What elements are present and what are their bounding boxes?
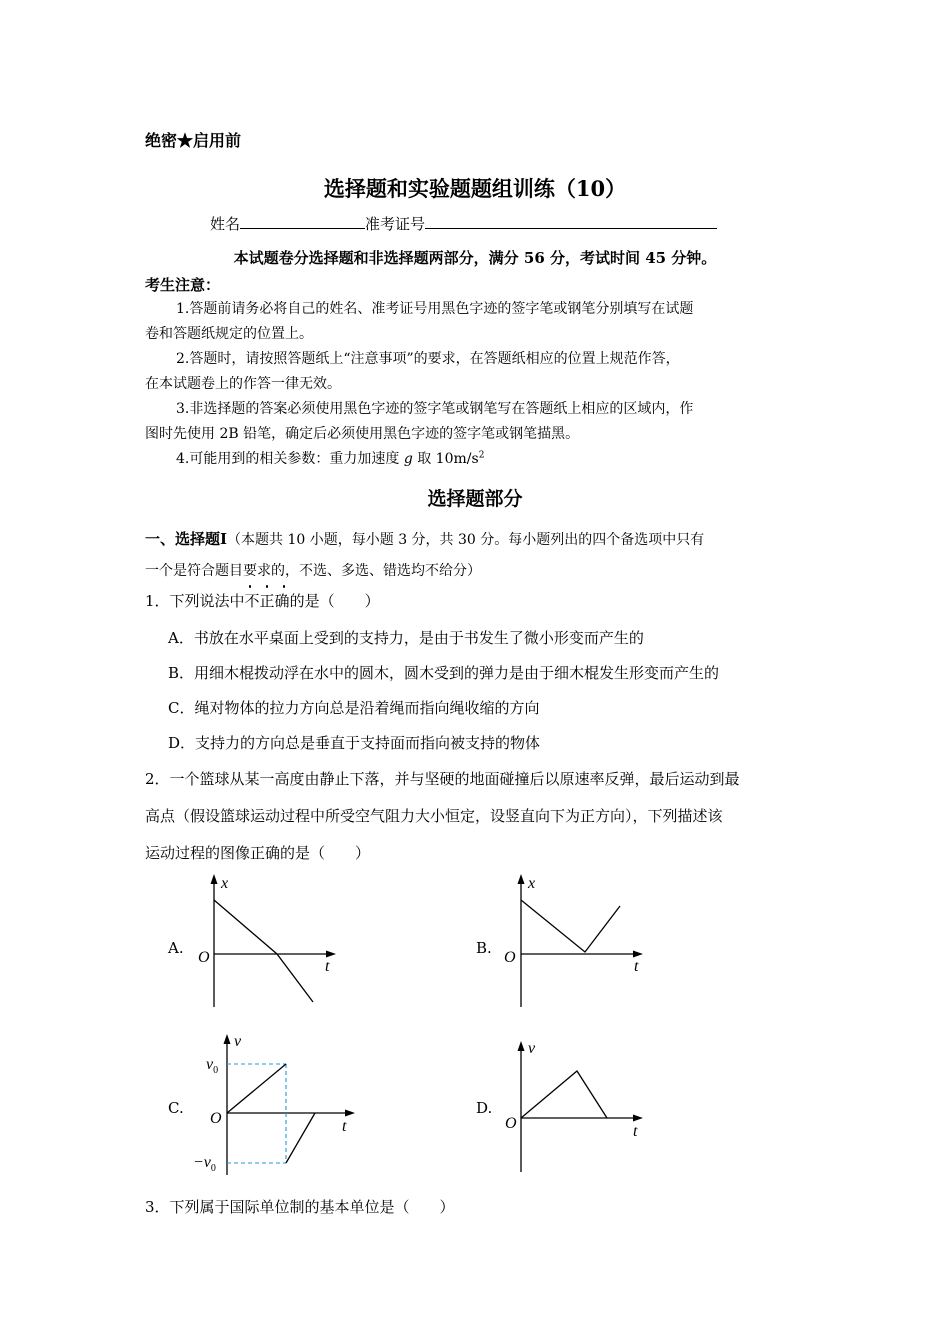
- graph-b-y-arrow: [518, 874, 525, 884]
- confidential-label: 绝密★启用前: [145, 131, 242, 150]
- name-label: 姓名: [210, 215, 241, 233]
- notice-3b: 图时先使用 2B 铅笔，确定后必须使用黑色字迹的签字笔或钢笔描黑。: [145, 426, 580, 442]
- graph-a-x-label: x: [221, 875, 229, 892]
- id-label: 准考证号: [365, 215, 426, 233]
- q2-option-d-label[interactable]: D.: [476, 1099, 493, 1117]
- notice-3a: 3.非选择题的答案必须使用黑色字迹的签字笔或钢笔写在答题纸上相应的区域内，作: [176, 401, 694, 417]
- part-heading: [145, 528, 704, 549]
- graph-c-neg-v0: $-v_0$: [193, 1154, 216, 1174]
- graph-c-t-label: t: [342, 1118, 347, 1135]
- graph-c: [190, 1030, 365, 1180]
- graph-b-x-label: x: [528, 875, 536, 892]
- part-label: 一、选择题Ⅰ: [145, 530, 228, 548]
- graph-a-curve: [214, 900, 313, 1002]
- graph-c-line-up: [227, 1064, 286, 1113]
- question-1-stem: [145, 590, 380, 611]
- q2-option-b-label[interactable]: B.: [476, 939, 492, 957]
- q2-option-a-label[interactable]: A.: [168, 939, 184, 957]
- notice-4: [176, 448, 484, 468]
- notice-4-post: 取 10m/s: [412, 451, 479, 467]
- part-desc-b: 一个是符合题目要求的，不选、多选、错选均不给分）: [145, 563, 481, 579]
- graph-d-origin: O: [505, 1115, 517, 1132]
- notice-title: 考生注意：: [145, 276, 221, 294]
- graph-c-y-arrow: [224, 1034, 231, 1044]
- graph-c-origin: O: [210, 1110, 222, 1127]
- graph-a-x-arrow: [326, 951, 336, 958]
- section-title: 选择题部分: [427, 488, 523, 510]
- question-3-stem: 3．下列属于国际单位制的基本单位是（ ）: [145, 1198, 455, 1216]
- graph-d: [497, 1035, 657, 1175]
- page-title: 选择题和实验题题组训练（10）: [323, 176, 627, 201]
- q1-option-c[interactable]: C．绳对物体的拉力方向总是沿着绳而指向绳收缩的方向: [168, 699, 540, 717]
- graph-d-x-arrow: [633, 1115, 643, 1122]
- graph-b-origin: O: [504, 949, 516, 966]
- q1-stem-post: 的是（ ）: [289, 592, 380, 610]
- graph-d-y-arrow: [518, 1041, 525, 1051]
- notice-1b: 卷和答题纸规定的位置上。: [145, 326, 313, 342]
- graph-a: [190, 870, 350, 1015]
- notice-2b: 在本试题卷上的作答一律无效。: [145, 376, 341, 392]
- q2-option-c-label[interactable]: C.: [168, 1099, 184, 1117]
- graph-c-x-arrow: [345, 1110, 355, 1117]
- graph-c-v0: $v_0$: [206, 1056, 219, 1076]
- name-blank[interactable]: [240, 213, 365, 229]
- graph-b: [497, 870, 657, 1015]
- graph-a-origin: O: [198, 949, 210, 966]
- graph-d-curve: [521, 1071, 607, 1118]
- graph-b-x-arrow: [633, 951, 643, 958]
- id-blank[interactable]: [425, 213, 717, 229]
- graph-d-v-label: v: [528, 1040, 536, 1057]
- notice-4-sup: 2: [478, 450, 485, 461]
- graph-b-curve: [521, 900, 620, 952]
- q2-line-3: 运动过程的图像正确的是（ ）: [145, 844, 371, 862]
- notice-4-pre: 4.可能用到的相关参数：重力加速度: [176, 451, 404, 467]
- q1-option-a[interactable]: A．书放在水平桌面上受到的支持力，是由于书发生了微小形变而产生的: [168, 629, 644, 647]
- gravity-symbol: g: [403, 451, 413, 467]
- candidate-info-line: [210, 213, 717, 234]
- exam-summary: 本试题卷分选择题和非选择题两部分，满分 56 分，考试时间 45 分钟。: [233, 249, 717, 267]
- q2-line-2: 高点（假设篮球运动过程中所受空气阻力大小恒定，设竖直向下为正方向），下列描述该: [145, 807, 723, 825]
- q1-stem-pre: 1．下列说法中: [145, 592, 245, 610]
- graph-b-t-label: t: [634, 958, 639, 975]
- graph-c-line-return: [286, 1113, 315, 1163]
- part-desc-a: （本题共 10 小题，每小题 3 分，共 30 分。每小题列出的四个备选项中只有: [227, 532, 705, 548]
- notice-2a: 2.答题时，请按照答题纸上“注意事项”的要求，在答题纸相应的位置上规范作答，: [176, 351, 680, 367]
- q1-option-b[interactable]: B．用细木棍拨动浮在水中的圆木，圆木受到的弹力是由于细木棍发生形变而产生的: [168, 664, 720, 682]
- q1-option-d[interactable]: D．支持力的方向总是垂直于支持面而指向被支持的物体: [168, 734, 541, 752]
- graph-a-t-label: t: [325, 958, 330, 975]
- q2-line-1: 2．一个篮球从某一高度由静止下落，并与坚硬的地面碰撞后以原速率反弹，最后运动到最: [145, 770, 740, 788]
- graph-a-y-arrow: [211, 874, 218, 884]
- q1-emphasis: 不正确: [245, 590, 290, 611]
- graph-c-v-label: v: [234, 1033, 242, 1050]
- notice-1a: 1.答题前请务必将自己的姓名、准考证号用黑色字迹的签字笔或钢笔分别填写在试题: [176, 301, 694, 317]
- graph-d-t-label: t: [633, 1123, 638, 1140]
